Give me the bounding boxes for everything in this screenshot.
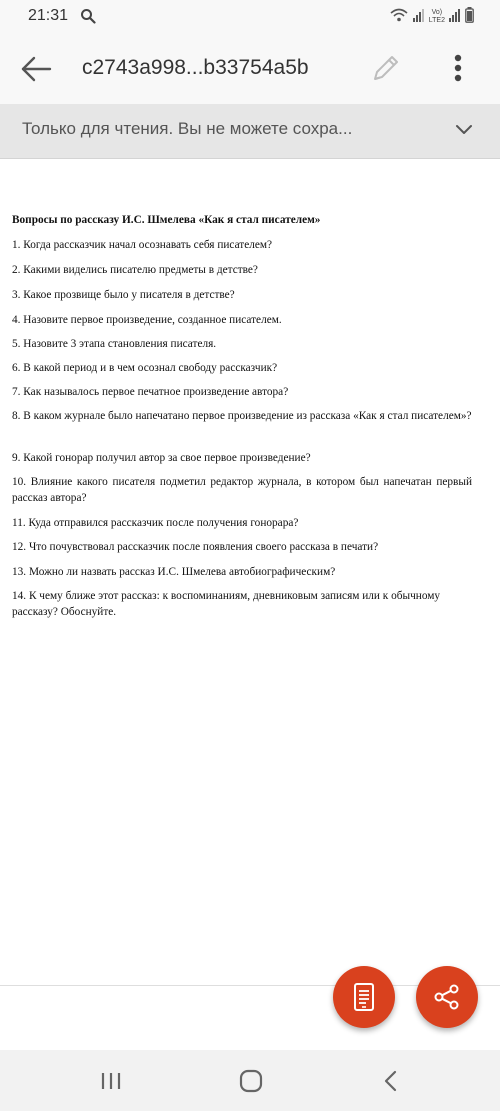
- pencil-icon: [368, 50, 404, 86]
- question-13: 13. Можно ли назвать рассказ И.С. Шмелева автобиографическим?: [12, 566, 336, 578]
- read-only-message: Только для чтения. Вы не можете сохра...: [22, 119, 353, 138]
- signal-1-icon: [413, 8, 425, 27]
- network-lte-label: LTE2: [428, 17, 445, 24]
- back-button[interactable]: [18, 52, 54, 86]
- network-volte-label: Vo): [431, 9, 443, 16]
- chevron-down-icon[interactable]: [454, 122, 474, 138]
- more-options-button[interactable]: [446, 50, 470, 86]
- document-page: [0, 159, 500, 985]
- read-only-banner[interactable]: [0, 104, 500, 159]
- question-8: 8. В каком журнале было напечатано первое произведение из рассказа «Как я стал писателем»?: [12, 410, 472, 422]
- question-14: 14. К чему ближе этот рассказ: к воспоминаниям, дневниковым записям или к обычному рассказу? Обоснуйте.: [12, 590, 441, 618]
- question-7: 7. Как называлось первое печатное произведение автора?: [12, 386, 289, 398]
- arrow-left-icon: [18, 52, 54, 86]
- home-icon: [236, 1068, 266, 1094]
- system-back-button[interactable]: [376, 1068, 406, 1094]
- status-indicators: [389, 6, 474, 28]
- question-9: 9. Какой гонорар получил автор за свое первое произведение?: [12, 452, 311, 464]
- battery-icon: [465, 7, 474, 28]
- question-4: 4. Назовите первое произведение, созданное писателем.: [12, 314, 282, 326]
- question-12: 12. Что почувствовал рассказчик после появления своего рассказа в печати?: [12, 541, 379, 553]
- signal-2-icon: [449, 8, 461, 27]
- chevron-left-icon: [376, 1068, 406, 1094]
- question-10: 10. Влияние какого писателя подметил редактор журнала, в котором был напечатан первый рассказ автора?: [12, 476, 472, 504]
- question-3: 3. Какое прозвище было у писателя в детстве?: [12, 289, 235, 301]
- share-button[interactable]: [416, 966, 478, 1028]
- recent-apps-button[interactable]: [96, 1068, 126, 1094]
- question-5: 5. Назовите 3 этапа становления писателя.: [12, 338, 217, 350]
- edit-button[interactable]: [368, 50, 404, 86]
- question-6: 6. В какой период и в чем осознал свободу рассказчик?: [12, 362, 278, 374]
- status-bar: [0, 0, 500, 34]
- search-icon: [80, 8, 96, 29]
- question-2: 2. Какими виделись писателю предметы в детстве?: [12, 264, 258, 276]
- mobile-view-icon: [351, 982, 377, 1012]
- home-button[interactable]: [236, 1068, 266, 1094]
- system-nav-bar: [0, 1050, 500, 1111]
- share-icon: [433, 983, 461, 1011]
- app-bar: [0, 34, 500, 104]
- document-heading: Вопросы по рассказу И.С. Шмелева «Как я стал писателем»: [12, 214, 321, 226]
- mobile-view-button[interactable]: [333, 966, 395, 1028]
- wifi-icon: [389, 7, 409, 28]
- question-11: 11. Куда отправился рассказчик после получения гонорара?: [12, 517, 299, 529]
- document-title: c2743a998...b33754a5b: [82, 56, 309, 79]
- question-1: 1. Когда рассказчик начал осознавать себя писателем?: [12, 239, 273, 251]
- recent-apps-icon: [96, 1068, 126, 1094]
- network-type: [429, 9, 445, 25]
- vertical-dots-icon: [446, 50, 470, 86]
- status-time: 21:31: [28, 7, 69, 24]
